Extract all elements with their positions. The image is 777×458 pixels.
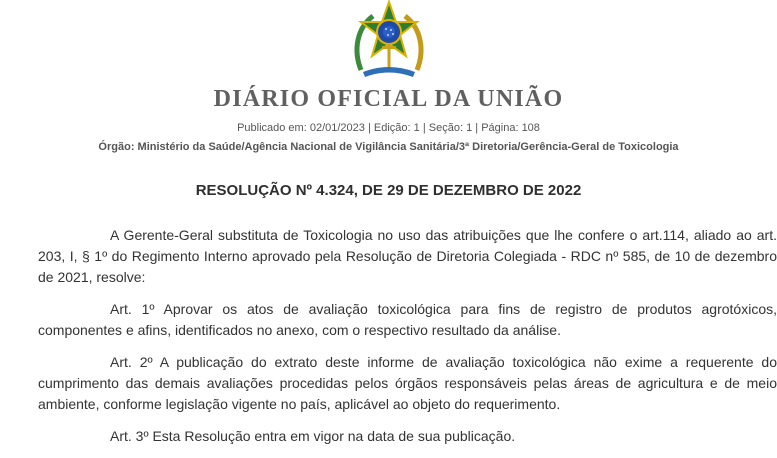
agency-value: Ministério da Saúde/Agência Nacional de Vigilância Sanitária/3ª Diretoria/Gerência-Geral de Toxicologia [137, 141, 679, 153]
issuing-agency [0, 141, 777, 153]
page-value: 108 [521, 122, 540, 134]
published-label: Publicado em: [237, 122, 307, 134]
agency-label: Órgão: [98, 141, 135, 153]
article-3-paragraph: Art. 3º Esta Resolução entra em vigor na data de sua publicação. [110, 428, 516, 444]
section-value: 1 [466, 122, 473, 134]
edition-value: 1 [413, 122, 420, 134]
edition-label: Edição: [373, 122, 411, 134]
preamble-paragraph: A Gerente-Geral substituta de Toxicologia no uso das atribuições que lhe confere o art.114, aliado ao art. 203, I, § 1º do Regimento Interno aprovado pela Resolução de Diretoria Colegiada - RDC nº 585, de 10 de dezembro de 2021, resolve: [38, 227, 777, 285]
article-2-paragraph: Art. 2º A publicação do extrato deste informe de avaliação toxicológica não exime a requerente do cumprimento das demais avaliações procedidas pelos órgãos responsáveis pelas áreas de agricultura e de meio ambiente, conforme legislação vigente no país, aplicável ao objeto do requerimento. [38, 354, 777, 412]
resolution-body [38, 225, 777, 458]
page-label: Página: [481, 122, 519, 134]
publication-meta: Publicado em: 02/01/2023 | Edição: 1 | Seção: 1 | Página: 108 [237, 122, 540, 134]
newspaper-masthead: DIÁRIO OFICIAL DA UNIÃO [213, 86, 564, 112]
coat-of-arms-emblem [351, 0, 427, 80]
section-label: Seção: [428, 122, 464, 134]
article-1-paragraph: Art. 1º Aprovar os atos de avaliação toxicológica para fins de registro de produtos agrotóxicos, componentes e afins, identificados no anexo, com o respectivo resultado da análise. [38, 301, 777, 338]
published-date: 02/01/2023 [309, 122, 365, 134]
resolution-title: RESOLUÇÃO Nº 4.324, DE 29 DE DEZEMBRO DE 2022 [195, 182, 582, 199]
